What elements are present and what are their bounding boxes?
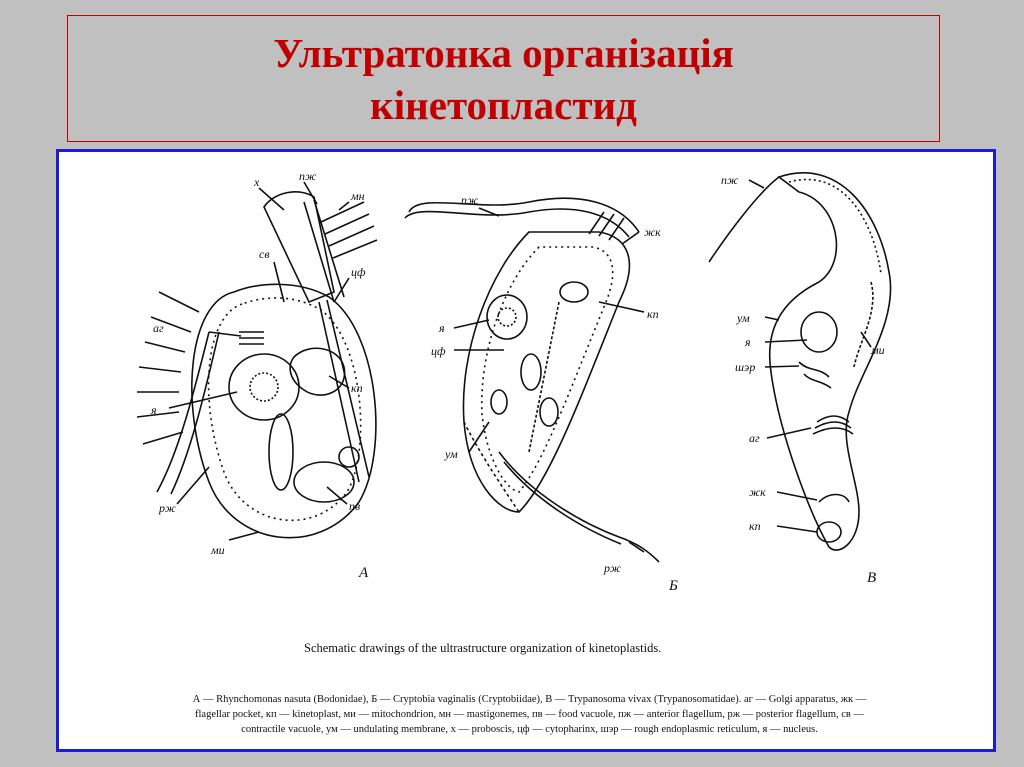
slide-title-line-1: Ультратонка організація bbox=[273, 29, 734, 76]
label-a-nucleus: я bbox=[151, 403, 157, 417]
label-b-posterior-flagellum: рж bbox=[604, 561, 621, 575]
label-c-nucleus: я bbox=[745, 335, 751, 349]
label-b-anterior-flagellum: пж bbox=[461, 193, 479, 207]
label-b-kinetoplast: кп bbox=[647, 307, 659, 321]
slide-title-line-2: кінетопластид bbox=[370, 81, 637, 128]
label-b-undulating-membrane: ум bbox=[445, 447, 458, 461]
label-a-contractile-vacuole: св bbox=[259, 247, 270, 261]
label-a-mitochondrion: ми bbox=[211, 543, 225, 557]
label-a-mastigonemes: мн bbox=[351, 189, 365, 203]
label-c-kinetoplast: кп bbox=[749, 519, 761, 533]
label-c-rough-er: шэр bbox=[735, 360, 756, 374]
label-a-posterior-flagellum: рж bbox=[159, 501, 176, 515]
label-b-cytopharynx: цф bbox=[431, 344, 446, 358]
label-c-anterior-flagellum: пж bbox=[721, 173, 739, 187]
label-a-proboscis: х bbox=[254, 175, 260, 189]
label-a-golgi: аг bbox=[153, 321, 164, 335]
figure-panel bbox=[56, 149, 996, 752]
kinetoplastid-drawings bbox=[59, 152, 993, 749]
drawing-a-rhynchomonas bbox=[137, 182, 377, 540]
label-b-nucleus: я bbox=[439, 321, 445, 335]
figure-caption: Schematic drawings of the ultrastructure organization of kinetoplastids. bbox=[304, 641, 662, 655]
label-a-kinetoplast: кп bbox=[351, 381, 363, 395]
legend-line-2: flagellar pocket, кп — kinetoplast, ми — mitochondrion, мн — mastigonemes, пв — food vacuole, пж — anterior flagellum, рж — posterior flagellum, св — bbox=[195, 709, 864, 720]
label-a-anterior-flagellum: пж bbox=[299, 169, 317, 183]
label-c-golgi: аг bbox=[749, 431, 760, 445]
drawing-b-cryptobia bbox=[405, 198, 659, 562]
label-a-cytopharynx: цф bbox=[351, 265, 366, 279]
panel-letter-a: А bbox=[359, 565, 369, 581]
label-c-undulating-membrane: ум bbox=[737, 311, 750, 325]
legend-line-3: contractile vacuole, ум — undulating membrane, х — proboscis, цф — cytopharinx, шэр — rough endoplasmic reticulum, я — nucleus. bbox=[241, 724, 818, 735]
label-c-flagellar-pocket: жк bbox=[749, 485, 766, 499]
figure-legend bbox=[77, 692, 982, 737]
slide-title bbox=[67, 15, 940, 142]
label-c-mitochondrion: ми bbox=[871, 343, 885, 357]
panel-letter-c: В bbox=[867, 570, 877, 586]
legend-line-1: А — Rhynchomonas nasuta (Bodonidae), Б — Cryptobia vaginalis (Cryptobiidae), В — Trypanosoma vivax (Trypanosomatidae). аг — Golgi apparatus, жк — bbox=[192, 694, 867, 705]
panel-letter-b: Б bbox=[669, 578, 678, 594]
label-b-flagellar-pocket: жк bbox=[644, 225, 661, 239]
label-a-food-vacuole: пв bbox=[349, 499, 361, 513]
